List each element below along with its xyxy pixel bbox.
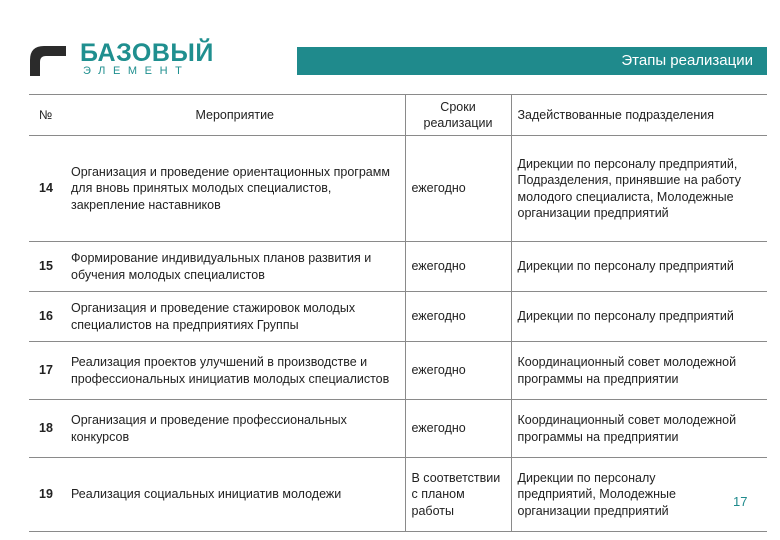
table-header-row — [29, 95, 767, 136]
row-number: 16 — [29, 292, 65, 342]
table-row — [29, 458, 767, 532]
row-units: Координационный совет молодежной программы на предприятии — [511, 342, 767, 400]
table-row — [29, 292, 767, 342]
header-term: Сроки реализации — [405, 95, 511, 136]
row-event: Формирование индивидуальных планов развития и обучения молодых специалистов — [65, 242, 405, 292]
row-event: Реализация социальных инициатив молодежи — [65, 458, 405, 532]
logo-text-top: БАЗОВЫЙ — [80, 39, 214, 67]
header-event: Мероприятие — [65, 95, 405, 136]
row-term: ежегодно — [405, 400, 511, 458]
slide-title: Этапы реализации — [621, 52, 753, 69]
row-event: Организация и проведение стажировок молодых специалистов на предприятиях Группы — [65, 292, 405, 342]
row-term: ежегодно — [405, 292, 511, 342]
row-number: 19 — [29, 458, 65, 532]
row-units: Дирекции по персоналу предприятий, Молодежные организации предприятий — [511, 458, 767, 532]
row-units: Дирекции по персоналу предприятий, Подразделения, принявшие на работу молодого специалиста, Молодежные организации предприятий — [511, 136, 767, 242]
page-number: 17 — [733, 494, 748, 509]
row-number: 18 — [29, 400, 65, 458]
row-number: 14 — [29, 136, 65, 242]
row-event: Реализация проектов улучшений в производстве и профессиональных инициатив молодых специалистов — [65, 342, 405, 400]
row-units: Дирекции по персоналу предприятий — [511, 242, 767, 292]
slide-title-bar — [297, 47, 767, 75]
row-event: Организация и проведение ориентационных программ для вновь принятых молодых специалистов, закрепление наставников — [65, 136, 405, 242]
logo-mark-icon — [26, 42, 76, 78]
row-units: Координационный совет молодежной программы на предприятии — [511, 400, 767, 458]
logo-text-bottom: ЭЛЕМЕНТ — [83, 65, 190, 77]
row-number: 17 — [29, 342, 65, 400]
table-row — [29, 342, 767, 400]
table-row — [29, 242, 767, 292]
row-event: Организация и проведение профессиональных конкурсов — [65, 400, 405, 458]
company-logo — [26, 40, 226, 80]
row-term: ежегодно — [405, 136, 511, 242]
table-row — [29, 400, 767, 458]
row-term: ежегодно — [405, 342, 511, 400]
table-row — [29, 136, 767, 242]
header-units: Задействованные подразделения — [511, 95, 767, 136]
row-number: 15 — [29, 242, 65, 292]
row-term: ежегодно — [405, 242, 511, 292]
row-units: Дирекции по персоналу предприятий — [511, 292, 767, 342]
row-term: В соответствии с планом работы — [405, 458, 511, 532]
stages-table — [29, 94, 767, 532]
header-number: № — [29, 95, 65, 136]
